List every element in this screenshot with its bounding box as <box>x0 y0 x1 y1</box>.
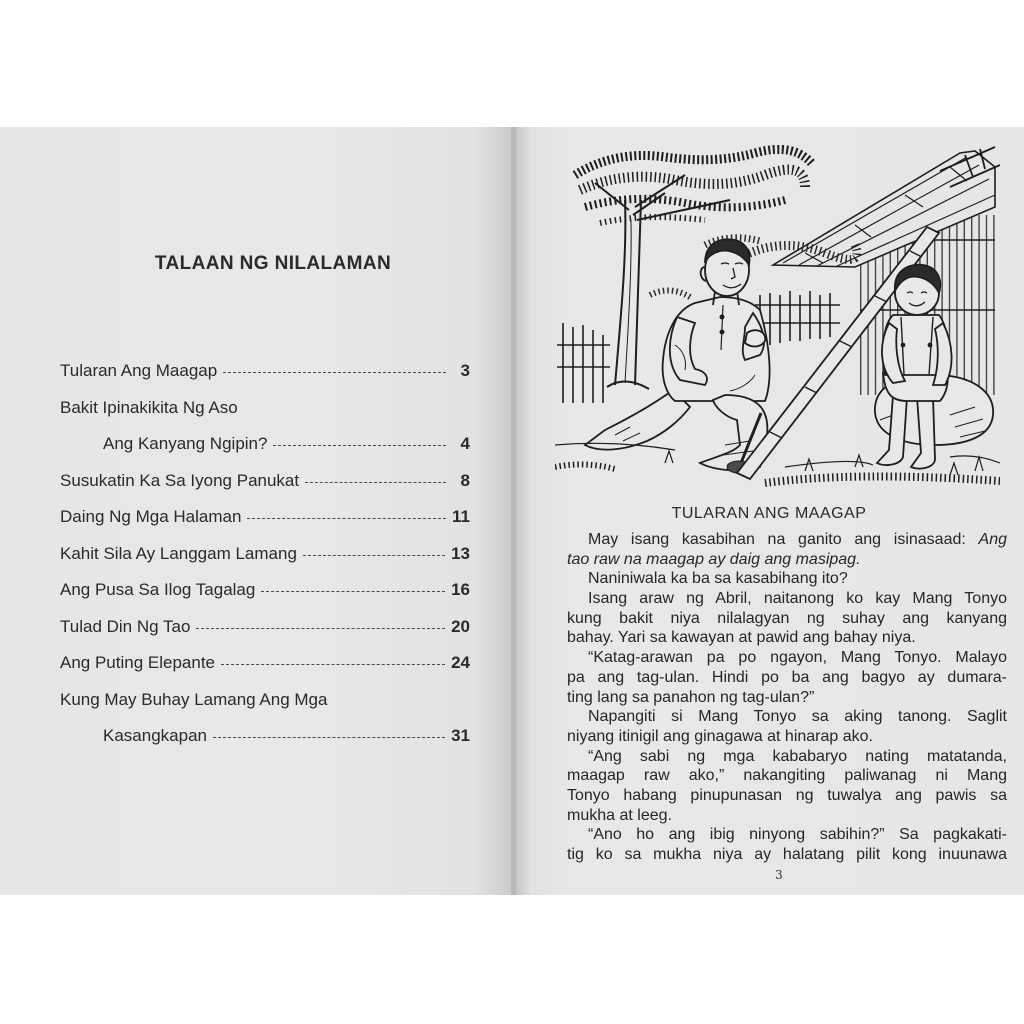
toc-entry <box>60 536 470 573</box>
story-text <box>567 530 1007 865</box>
table-of-contents <box>60 353 470 755</box>
toc-entry <box>60 718 470 755</box>
italic-segment: tao raw na maagap ay daig ang masipag. <box>567 550 861 568</box>
toc-page-number: 31 <box>451 726 470 746</box>
text-segment: May isang kasabihan na ganito ang isinasaad: <box>588 531 966 548</box>
toc-entry-title: Ang Pusa Sa Ilog Tagalag <box>60 580 256 600</box>
text-line: mukha at leeg. <box>567 806 672 824</box>
text-line: tig ko sa mukha niya ay halatang pilit kong inuunawa <box>567 846 1007 863</box>
toc-leader <box>305 482 446 483</box>
toc-leader <box>247 518 446 519</box>
text-line: Isang araw ng Abril, naitanong ko kay Mang Tonyo <box>588 590 1007 608</box>
toc-entry-title: Susukatin Ka Sa Iyong Panukat <box>60 470 300 490</box>
toc-page-number: 13 <box>451 543 470 563</box>
man <box>585 239 770 470</box>
story-title: TULARAN ANG MAAGAP <box>671 505 867 522</box>
book-spread <box>0 127 1024 895</box>
toc-entry <box>60 426 470 463</box>
toc-entry <box>60 645 470 682</box>
toc-page-number: 11 <box>452 507 470 527</box>
toc-entry <box>60 353 470 390</box>
toc-entry-title: Bakit Ipinakikita Ng Aso <box>60 397 238 417</box>
toc-leader <box>213 737 445 738</box>
boy <box>875 265 993 469</box>
story-illustration <box>555 145 1000 495</box>
toc-leader <box>221 664 445 665</box>
toc-entry-title: Kahit Sila Ay Langgam Lamang <box>60 543 297 563</box>
text-line: bahay. Yari sa kawayan at pawid ang bahay niya. <box>567 629 916 647</box>
left-page <box>0 127 511 895</box>
toc-leader <box>223 372 446 373</box>
toc-entry <box>60 682 470 719</box>
toc-entry-title: Daing Ng Mga Halaman <box>60 507 242 527</box>
right-page <box>516 127 1024 895</box>
toc-page-number: 24 <box>451 653 470 673</box>
text-line: Napangiti si Mang Tonyo sa aking tanong. Saglit <box>588 708 1007 726</box>
toc-entry <box>60 572 470 609</box>
toc-entry-title: Ang Puting Elepante <box>60 653 216 673</box>
text-line: “Ano ho ang ibig ninyong sabihin?” Sa pagkakati- <box>588 826 1007 844</box>
toc-leader <box>261 591 445 592</box>
toc-entry-title: Kung May Buhay Lamang Ang Mga <box>60 689 328 709</box>
text-line: pa ang tag-ulan. Hindi po ba ang bagyo ay dumara- <box>567 668 1007 686</box>
toc-page-number: 8 <box>460 470 470 490</box>
toc-leader <box>273 445 446 446</box>
toc-entry-title: Ang Kanyang Ngipin? <box>103 434 268 454</box>
text-line: Tonyo habang pinupunasan ng tuwalya ang pawis sa <box>567 786 1007 804</box>
text-line: “Katag-arawan pa po ngayon, Mang Tonyo. Malayo <box>588 649 1007 667</box>
toc-entry <box>60 463 470 500</box>
text-line: “Ang sabi ng mga kababaryo nating matatanda, <box>588 747 1007 765</box>
text-line: ting lang sa panahon ng tag-ulan?” <box>567 688 815 706</box>
toc-entry <box>60 390 470 427</box>
text-line: maagap raw ako,” nakangiting paliwanag ni Mang <box>567 767 1007 785</box>
toc-page-number: 16 <box>451 580 470 600</box>
toc-leader <box>196 628 445 629</box>
toc-leader <box>303 555 445 556</box>
toc-entry-title: Tularan Ang Maagap <box>60 361 218 381</box>
text-line <box>567 530 1007 550</box>
toc-entry-title: Kasangkapan <box>103 726 207 746</box>
toc-page-number: 20 <box>451 616 470 636</box>
toc-entry <box>60 609 470 646</box>
toc-heading: TALAAN NG NILALAMAN <box>154 253 392 274</box>
text-line: Naniniwala ka ba sa kasabihang ito? <box>588 570 848 588</box>
toc-entry-title: Tulad Din Ng Tao <box>60 616 191 636</box>
text-line: kung bakit niya nilalagyan ng suhay ang kanyang <box>567 609 1007 627</box>
toc-page-number: 4 <box>460 434 470 454</box>
italic-segment: Ang <box>978 531 1007 548</box>
page-number: 3 <box>775 868 783 882</box>
text-line <box>567 550 1007 570</box>
toc-entry <box>60 499 470 536</box>
toc-page-number: 3 <box>460 361 470 381</box>
text-line: niyang itinigil ang ginagawa at hinarap ako. <box>567 727 873 745</box>
